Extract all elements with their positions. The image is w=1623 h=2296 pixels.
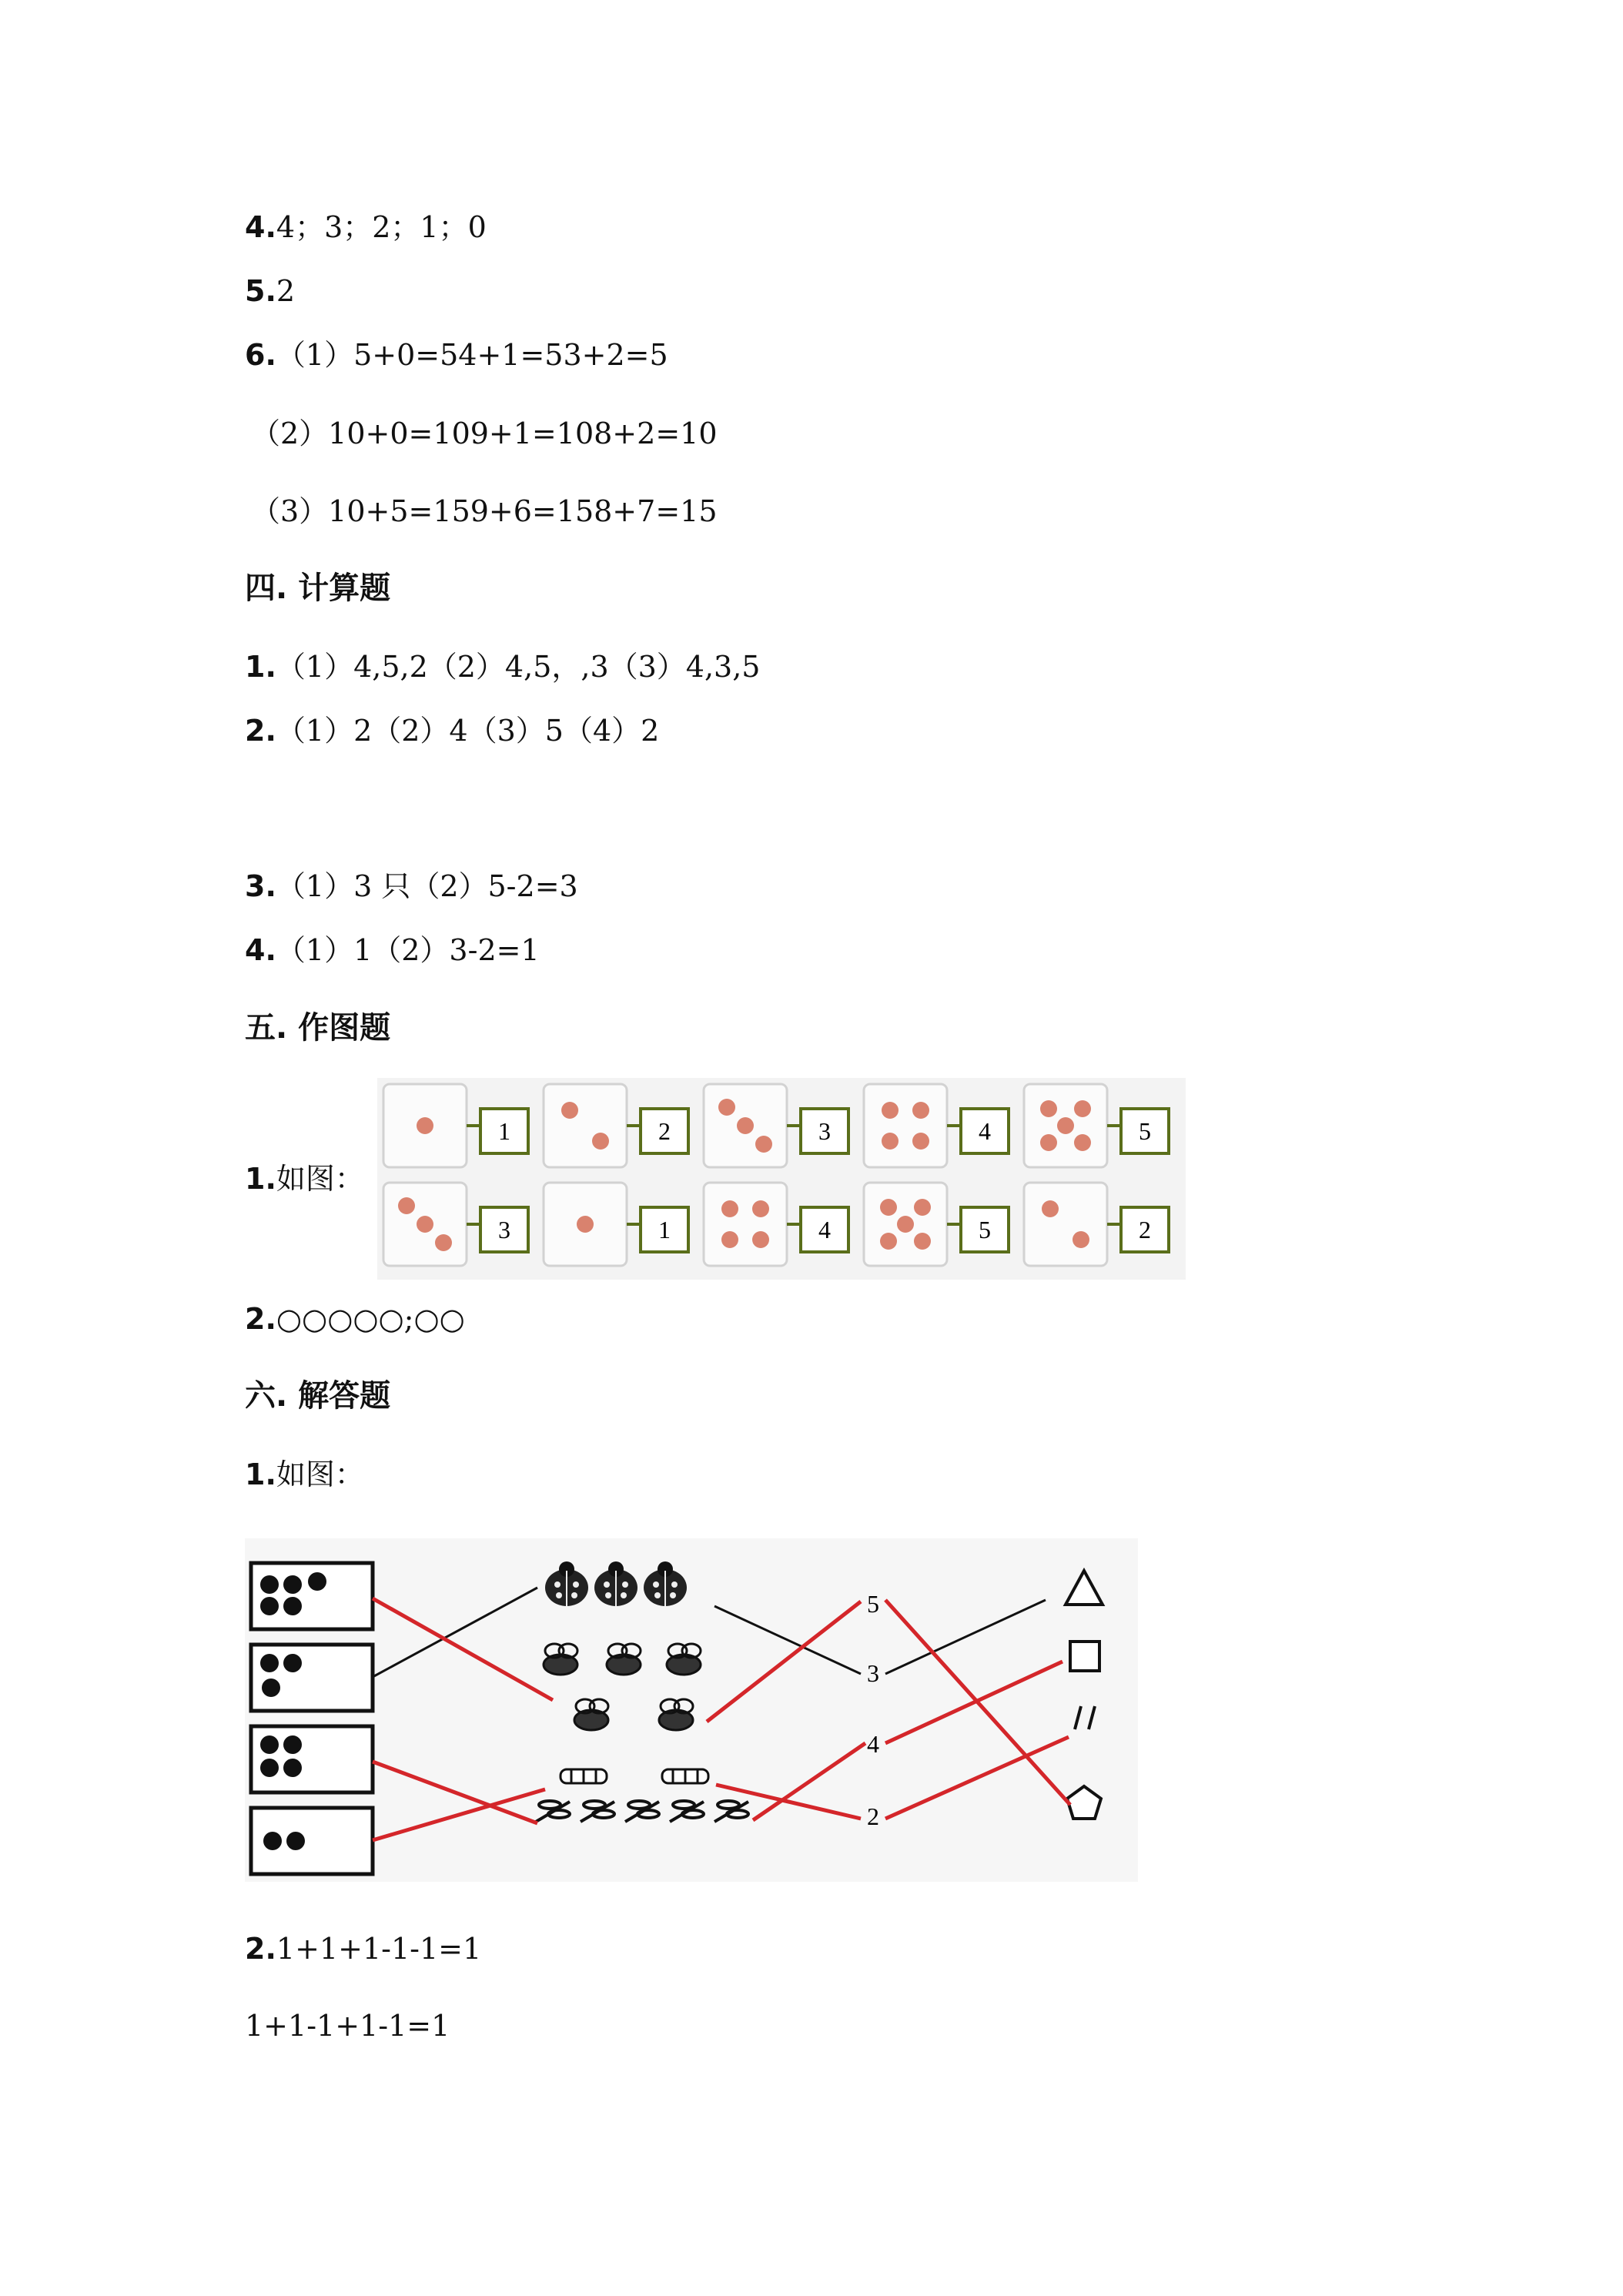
number-box-label: 4 xyxy=(979,1117,991,1145)
die-pip xyxy=(755,1136,772,1153)
die-pip xyxy=(882,1133,899,1150)
section-heading-5: 五. 作图题 xyxy=(245,1010,391,1046)
number-box-label: 3 xyxy=(498,1216,510,1243)
die-pip xyxy=(1042,1200,1059,1217)
match-number-5: 5 xyxy=(867,1590,879,1618)
dot-card-5 xyxy=(251,1563,373,1629)
die-face xyxy=(1024,1183,1107,1266)
section-heading-4: 四. 计算题 xyxy=(245,571,391,606)
die-face xyxy=(864,1084,947,1167)
die-pip xyxy=(561,1102,578,1119)
calc-answer-1: 1.（1）4,5,2（2）4,5，,3（3）4,3,5 xyxy=(245,650,761,684)
die-pip xyxy=(417,1216,433,1233)
matching-figure xyxy=(245,1538,1138,1882)
die-pip xyxy=(880,1233,897,1250)
answer-6-3: （3）10+5=159+6=158+7=15 xyxy=(251,494,718,528)
solve-answer-2-line-2: 1+1-1+1-1=1 xyxy=(245,2009,450,2043)
die-pip xyxy=(417,1117,433,1134)
die-pip xyxy=(1057,1117,1074,1134)
number-box-label: 1 xyxy=(498,1117,510,1145)
die-pip xyxy=(1040,1100,1057,1117)
number-box-label: 2 xyxy=(658,1117,671,1145)
die-pip xyxy=(1074,1134,1091,1151)
solve-answer-1: 1.如图： xyxy=(245,1458,364,1491)
calc-answer-3: 3.（1）3 只（2）5-2=3 xyxy=(245,869,578,903)
calc-answer-2: 2.（1）2（2）4（3）5（4）2 xyxy=(245,714,660,748)
die-pip xyxy=(912,1102,929,1119)
die-pip xyxy=(737,1117,754,1134)
match-number-3: 3 xyxy=(867,1659,879,1687)
die-pip xyxy=(1040,1134,1057,1151)
die-pip xyxy=(914,1233,931,1250)
die-pip xyxy=(577,1216,594,1233)
die-pip xyxy=(721,1231,738,1248)
number-box-label: 3 xyxy=(818,1117,831,1145)
answer-6-2: （2）10+0=109+1=108+2=10 xyxy=(251,417,718,450)
die-pip xyxy=(897,1216,914,1233)
number-box-label: 2 xyxy=(1139,1216,1151,1243)
die-pip xyxy=(1073,1231,1089,1248)
die-pip xyxy=(592,1133,609,1150)
number-box-label: 1 xyxy=(658,1216,671,1243)
answer-5: 5.2 xyxy=(245,274,296,308)
draw-answer-2: 2.○○○○○;○○ xyxy=(245,1302,465,1336)
match-number-4: 4 xyxy=(867,1730,879,1758)
die-face xyxy=(544,1084,627,1167)
die-pip xyxy=(398,1197,415,1214)
answer-4: 4.4；3；2；1；0 xyxy=(245,210,487,244)
die-pip xyxy=(752,1200,769,1217)
die-pip xyxy=(721,1200,738,1217)
dot-card-4 xyxy=(251,1726,373,1792)
die-pip xyxy=(435,1234,452,1251)
solve-answer-2: 2.1+1+1-1-1=1 xyxy=(245,1932,482,1966)
number-box-label: 5 xyxy=(979,1216,991,1243)
die-pip xyxy=(1074,1100,1091,1117)
answer-6: 6.（1）5+0=54+1=53+2=5 xyxy=(245,338,668,372)
draw-answer-1: 1.如图： xyxy=(245,1162,364,1196)
number-box-label: 5 xyxy=(1139,1117,1151,1145)
dot-card-2 xyxy=(251,1808,373,1874)
die-pip xyxy=(914,1199,931,1216)
ladybug-group xyxy=(545,1561,687,1606)
match-number-2: 2 xyxy=(867,1802,879,1830)
die-pip xyxy=(752,1231,769,1248)
die-pip xyxy=(718,1099,735,1116)
square-shape xyxy=(1070,1642,1099,1671)
die-face xyxy=(704,1183,787,1266)
section-heading-6: 六. 解答题 xyxy=(245,1378,391,1414)
die-pip xyxy=(880,1199,897,1216)
die-pip xyxy=(882,1102,899,1119)
dice-matching-figure xyxy=(377,1078,1186,1280)
die-pip xyxy=(912,1133,929,1150)
number-box-label: 4 xyxy=(818,1216,831,1243)
calc-answer-4: 4.（1）1（2）3-2=1 xyxy=(245,933,540,967)
dot-card-3 xyxy=(251,1645,373,1711)
